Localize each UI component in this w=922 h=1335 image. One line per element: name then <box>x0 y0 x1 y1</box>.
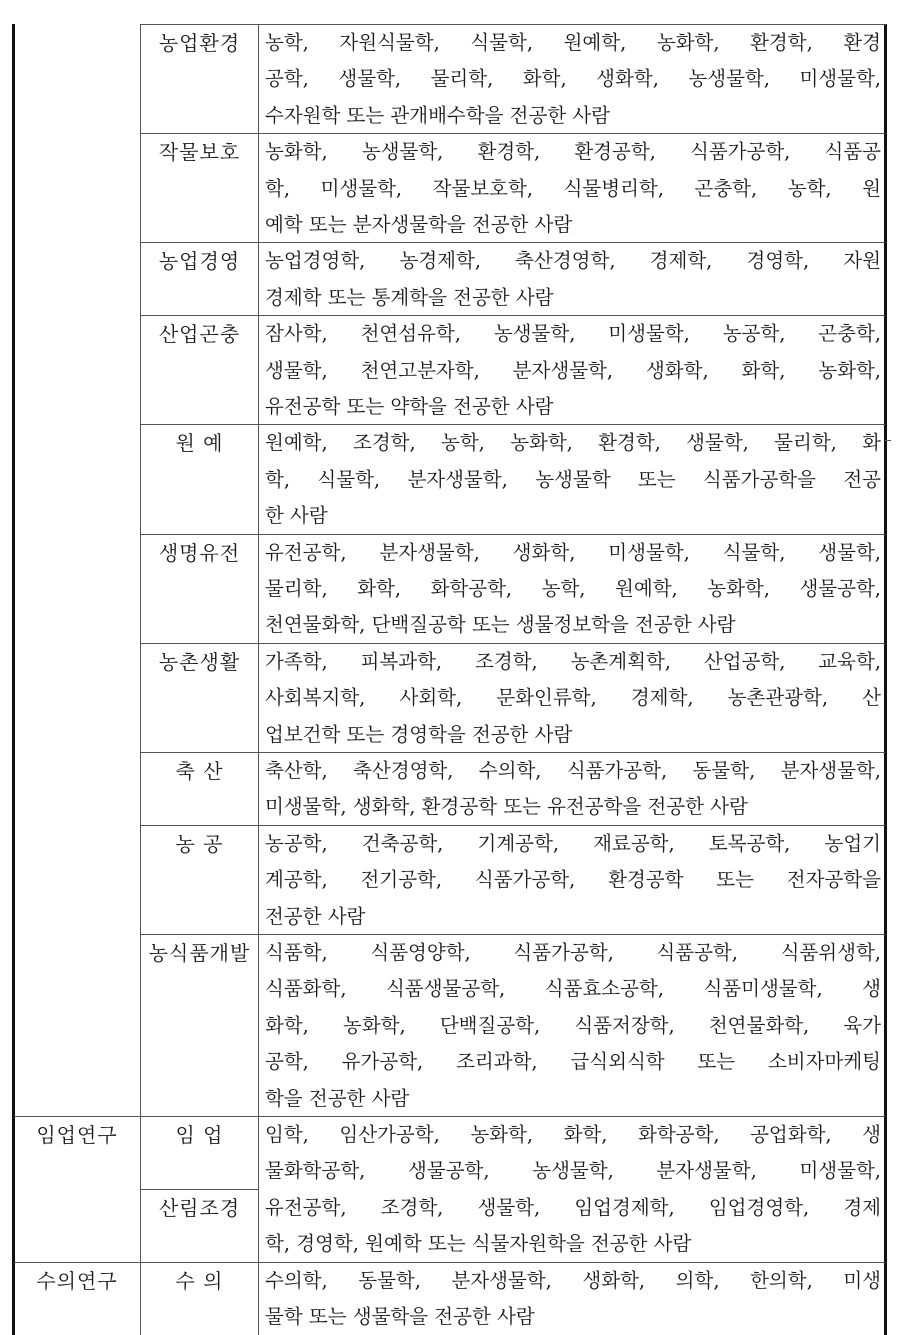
majors-text-line: 식품화학, 식품생물공학, 식품효소공학, 식품미생물학, 생 <box>265 977 881 1001</box>
majors-text-line: 계공학, 전기공학, 식품가공학, 환경공학 또는 전자공학을 <box>265 868 881 892</box>
majors-text-line: 임학, 임산가공학, 농화학, 화학, 화학공학, 공업화학, 생 <box>265 1123 881 1146</box>
majors-text-line: 가족학, 피복과학, 조경학, 농촌계획학, 산업공학, 교육학, <box>265 649 881 673</box>
majors-cell <box>259 534 885 643</box>
majors-text-line: 유전공학, 조경학, 생물학, 임업경제학, 임업경영학, 경제 <box>265 1195 881 1219</box>
majors-text-line: 농업경영학, 농경제학, 축산경영학, 경제학, 경영학, 자원 <box>265 249 881 273</box>
majors-text-line: 농화학, 농생물학, 환경학, 환경공학, 식품가공학, 식품공 <box>265 140 881 164</box>
field-cell: 농업환경 <box>141 24 258 133</box>
majors-text-line: 화학, 농화학, 단백질공학, 식품저장학, 천연물화학, 육가 <box>265 1013 881 1037</box>
majors-text-line: 업보건학 또는 경영학을 전공한 사람 <box>265 722 573 746</box>
majors-cell <box>259 24 885 133</box>
majors-text-line: 물화학공학, 생물공학, 농생물학, 분자생물학, 미생물학, <box>265 1159 881 1183</box>
majors-cell <box>259 315 885 424</box>
majors-text-line: 학, 미생물학, 작물보호학, 식물병리학, 곤충학, 농학, 원 <box>265 176 881 200</box>
majors-text-line: 공학, 생물학, 물리학, 화학, 생화학, 농생물학, 미생물학, <box>265 67 881 91</box>
border-tick <box>885 440 891 441</box>
majors-text-line: 경제학 또는 통계학을 전공한 사람 <box>265 285 554 309</box>
majors-text-line: 생물학, 천연고분자학, 분자생물학, 생화학, 화학, 농화학, <box>265 358 881 382</box>
field-cell: 농 공 <box>141 825 258 934</box>
majors-text-line: 원예학, 조경학, 농학, 농화학, 환경학, 생물학, 물리학, 화 <box>265 431 881 455</box>
majors-text-line: 공학, 유가공학, 조리과학, 급식외식학 또는 소비자마케팅 <box>265 1050 881 1074</box>
majors-text-line: 식품학, 식품영양학, 식품가공학, 식품공학, 식품위생학, <box>265 941 881 964</box>
majors-text-line: 물리학, 화학, 화학공학, 농학, 원예학, 농화학, 생물공학, <box>265 576 881 600</box>
field-cell: 임 업 <box>141 1116 258 1189</box>
field-cell: 수 의 <box>141 1262 258 1335</box>
field-cell: 농촌생활 <box>141 643 258 752</box>
majors-text-line: 농학, 자원식물학, 식물학, 원예학, 농화학, 환경학, 환경 <box>265 31 881 54</box>
field-cell: 농식품개발 <box>141 934 258 1116</box>
majors-text-line: 미생물학, 생화학, 환경공학 또는 유전공학을 전공한 사람 <box>265 795 748 819</box>
majors-cell <box>259 752 885 825</box>
field-cell: 축 산 <box>141 752 258 825</box>
majors-text-line: 수의학, 동물학, 분자생물학, 생화학, 의학, 한의학, 미생 <box>265 1268 881 1292</box>
majors-text-line: 예학 또는 분자생물학을 전공한 사람 <box>265 212 573 236</box>
majors-text-line: 학, 식물학, 분자생물학, 농생물학 또는 식품가공학을 전공 <box>265 467 881 491</box>
majors-cell <box>259 133 885 242</box>
field-cell: 농업경영 <box>141 242 258 315</box>
majors-text-line: 수자원학 또는 관개배수학을 전공한 사람 <box>265 103 611 127</box>
majors-cell <box>259 934 885 1116</box>
field-cell: 산림조경 <box>141 1189 258 1262</box>
field-cell: 작물보호 <box>141 133 258 242</box>
category-cell: 임업연구 <box>14 1116 140 1262</box>
majors-text-line: 학을 전공한 사람 <box>265 1086 410 1110</box>
majors-cell <box>259 643 885 752</box>
majors-cell <box>259 1116 885 1262</box>
majors-text-line: 유전공학, 분자생물학, 생화학, 미생물학, 식물학, 생물학, <box>265 540 881 564</box>
majors-text-line: 한 사람 <box>265 504 328 528</box>
majors-text-line: 잠사학, 천연섬유학, 농생물학, 미생물학, 농공학, 곤충학, <box>265 322 881 346</box>
majors-text-line: 학, 경영학, 원예학 또는 식물자원학을 전공한 사람 <box>265 1232 692 1256</box>
majors-text-line: 유전공학 또는 약학을 전공한 사람 <box>265 394 554 418</box>
field-cell: 산업곤충 <box>141 315 258 424</box>
majors-text-line: 농공학, 건축공학, 기계공학, 재료공학, 토목공학, 농업기 <box>265 831 881 855</box>
majors-cell <box>259 424 885 533</box>
majors-text-line: 전공한 사람 <box>265 904 366 928</box>
majors-text-line: 축산학, 축산경영학, 수의학, 식품가공학, 동물학, 분자생물학, <box>265 759 881 782</box>
majors-text-line: 천연물화학, 단백질공학 또는 생물정보학을 전공한 사람 <box>265 613 736 637</box>
majors-cell <box>259 825 885 934</box>
field-cell: 생명유전 <box>141 534 258 643</box>
majors-cell <box>259 1262 885 1335</box>
majors-text-line: 사회복지학, 사회학, 문화인류학, 경제학, 농촌관광학, 산 <box>265 686 881 710</box>
majors-text-line: 물학 또는 생물학을 전공한 사람 <box>265 1304 535 1328</box>
field-cell: 원 예 <box>141 424 258 533</box>
category-cell: 수의연구 <box>14 1262 140 1335</box>
majors-cell <box>259 242 885 315</box>
